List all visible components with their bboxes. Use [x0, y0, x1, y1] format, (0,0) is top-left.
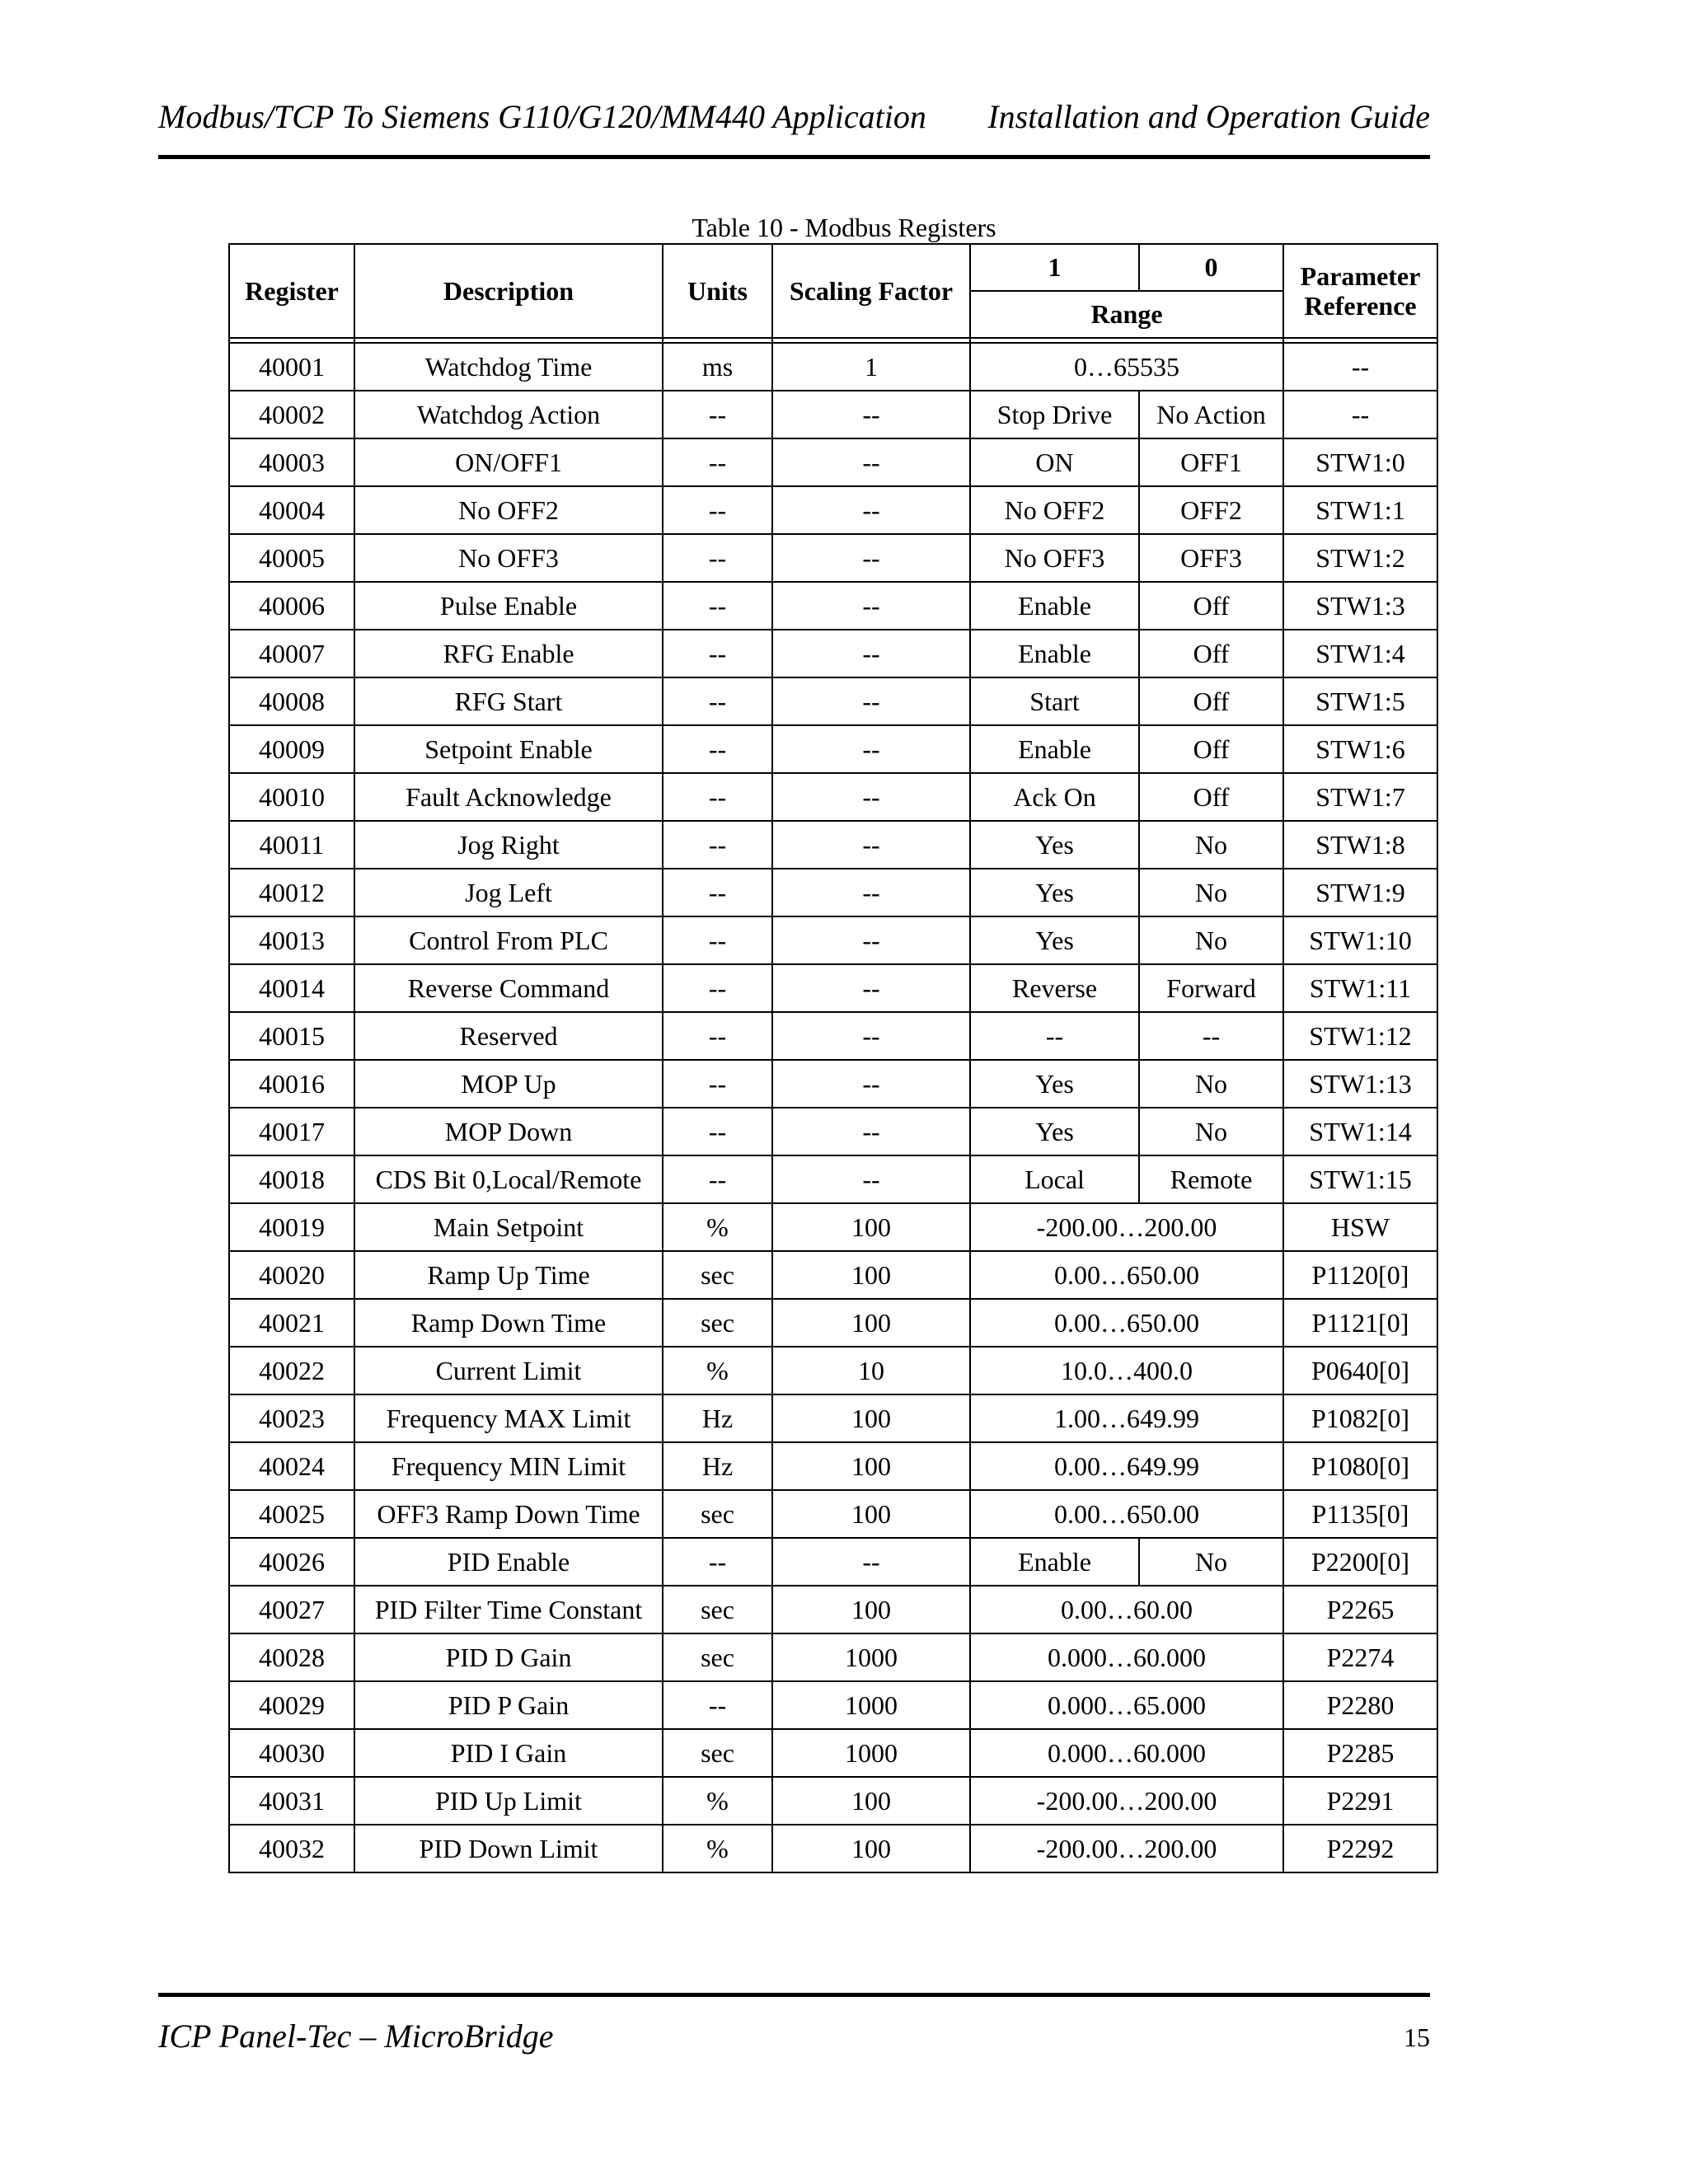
cell-scaling-factor: --: [772, 916, 970, 964]
cell-description: Watchdog Time: [354, 343, 663, 391]
header-register: Register: [229, 244, 354, 338]
table-row: [229, 1347, 1437, 1394]
header-value-0: 0: [1139, 244, 1283, 291]
cell-scaling-factor: --: [772, 438, 970, 486]
table-row: [229, 1777, 1437, 1825]
table-row: [229, 1490, 1437, 1538]
cell-units: %: [663, 1347, 772, 1394]
cell-scaling-factor: --: [772, 773, 970, 821]
cell-description: Main Setpoint: [354, 1203, 663, 1251]
cell-value-0: Remote: [1139, 1155, 1283, 1203]
table-row: [229, 534, 1437, 582]
cell-description: PID Down Limit: [354, 1825, 663, 1872]
cell-range: 0.00…650.00: [970, 1299, 1283, 1347]
table-row: [229, 1299, 1437, 1347]
cell-register: 40027: [229, 1586, 354, 1633]
cell-value-0: OFF1: [1139, 438, 1283, 486]
cell-scaling-factor: --: [772, 1155, 970, 1203]
cell-scaling-factor: --: [772, 486, 970, 534]
cell-register: 40003: [229, 438, 354, 486]
table-caption: Table 10 - Modbus Registers: [692, 213, 996, 242]
cell-value-0: Off: [1139, 677, 1283, 725]
table-row: [229, 1825, 1437, 1872]
cell-units: ms: [663, 343, 772, 391]
cell-description: Fault Acknowledge: [354, 773, 663, 821]
cell-parameter-reference: STW1:2: [1283, 534, 1437, 582]
header-units: Units: [663, 244, 772, 338]
cell-units: --: [663, 486, 772, 534]
cell-parameter-reference: --: [1283, 343, 1437, 391]
cell-scaling-factor: --: [772, 725, 970, 773]
cell-register: 40022: [229, 1347, 354, 1394]
cell-parameter-reference: P2274: [1283, 1633, 1437, 1681]
cell-units: --: [663, 1538, 772, 1586]
cell-description: Ramp Up Time: [354, 1251, 663, 1299]
cell-parameter-reference: P2292: [1283, 1825, 1437, 1872]
table-row: [229, 1586, 1437, 1633]
table-row: [229, 582, 1437, 630]
table-row: [229, 964, 1437, 1012]
cell-register: 40024: [229, 1442, 354, 1490]
cell-description: MOP Up: [354, 1060, 663, 1108]
cell-parameter-reference: STW1:3: [1283, 582, 1437, 630]
cell-register: 40031: [229, 1777, 354, 1825]
cell-scaling-factor: 100: [772, 1299, 970, 1347]
cell-description: Setpoint Enable: [354, 725, 663, 773]
cell-value-0: No: [1139, 1060, 1283, 1108]
table-row: [229, 1108, 1437, 1155]
cell-register: 40013: [229, 916, 354, 964]
table-row: [229, 630, 1437, 677]
footer-title: ICP Panel-Tec – MicroBridge: [158, 2018, 554, 2055]
cell-parameter-reference: P2280: [1283, 1681, 1437, 1729]
cell-description: Control From PLC: [354, 916, 663, 964]
cell-units: sec: [663, 1633, 772, 1681]
cell-units: --: [663, 821, 772, 869]
cell-register: 40008: [229, 677, 354, 725]
cell-value-0: Off: [1139, 773, 1283, 821]
cell-units: Hz: [663, 1394, 772, 1442]
header-parameter-reference: Parameter Reference: [1283, 244, 1437, 338]
cell-register: 40014: [229, 964, 354, 1012]
cell-units: --: [663, 438, 772, 486]
cell-scaling-factor: 100: [772, 1442, 970, 1490]
cell-units: --: [663, 1155, 772, 1203]
cell-units: sec: [663, 1299, 772, 1347]
cell-parameter-reference: STW1:13: [1283, 1060, 1437, 1108]
cell-units: sec: [663, 1251, 772, 1299]
cell-value-1: Enable: [970, 630, 1139, 677]
cell-value-0: No: [1139, 869, 1283, 916]
cell-description: Ramp Down Time: [354, 1299, 663, 1347]
cell-scaling-factor: --: [772, 821, 970, 869]
cell-scaling-factor: --: [772, 1538, 970, 1586]
cell-scaling-factor: --: [772, 677, 970, 725]
cell-value-1: Enable: [970, 582, 1139, 630]
cell-value-1: Yes: [970, 916, 1139, 964]
table-row: [229, 1633, 1437, 1681]
table-row: [229, 725, 1437, 773]
cell-description: ON/OFF1: [354, 438, 663, 486]
cell-description: No OFF3: [354, 534, 663, 582]
cell-scaling-factor: --: [772, 534, 970, 582]
cell-description: Reverse Command: [354, 964, 663, 1012]
table-row: [229, 869, 1437, 916]
cell-register: 40032: [229, 1825, 354, 1872]
cell-units: sec: [663, 1729, 772, 1777]
cell-units: --: [663, 630, 772, 677]
table-row: [229, 677, 1437, 725]
cell-scaling-factor: --: [772, 1108, 970, 1155]
cell-description: Reserved: [354, 1012, 663, 1060]
table-row: [229, 773, 1437, 821]
cell-range: -200.00…200.00: [970, 1777, 1283, 1825]
cell-range: 0.000…65.000: [970, 1681, 1283, 1729]
cell-description: Pulse Enable: [354, 582, 663, 630]
cell-units: %: [663, 1825, 772, 1872]
cell-register: 40015: [229, 1012, 354, 1060]
table-row: [229, 391, 1437, 438]
cell-units: --: [663, 1108, 772, 1155]
cell-value-1: Local: [970, 1155, 1139, 1203]
cell-description: PID Enable: [354, 1538, 663, 1586]
cell-register: 40012: [229, 869, 354, 916]
cell-value-0: No: [1139, 1108, 1283, 1155]
modbus-register-table: [228, 243, 1438, 1873]
cell-scaling-factor: 1000: [772, 1729, 970, 1777]
cell-parameter-reference: STW1:7: [1283, 773, 1437, 821]
cell-value-0: No Action: [1139, 391, 1283, 438]
cell-units: --: [663, 1681, 772, 1729]
footer-rule: [158, 1993, 1430, 1997]
cell-register: 40019: [229, 1203, 354, 1251]
cell-value-1: Enable: [970, 725, 1139, 773]
cell-register: 40020: [229, 1251, 354, 1299]
cell-value-1: Yes: [970, 1060, 1139, 1108]
cell-scaling-factor: 100: [772, 1251, 970, 1299]
cell-units: --: [663, 1060, 772, 1108]
cell-units: --: [663, 916, 772, 964]
cell-value-1: Yes: [970, 869, 1139, 916]
cell-value-1: Reverse: [970, 964, 1139, 1012]
cell-parameter-reference: P2265: [1283, 1586, 1437, 1633]
cell-value-0: OFF2: [1139, 486, 1283, 534]
header-value-1: 1: [970, 244, 1139, 291]
cell-description: PID Filter Time Constant: [354, 1586, 663, 1633]
cell-register: 40021: [229, 1299, 354, 1347]
table-row: [229, 1394, 1437, 1442]
table-row: [229, 1538, 1437, 1586]
cell-parameter-reference: STW1:0: [1283, 438, 1437, 486]
cell-parameter-reference: P1121[0]: [1283, 1299, 1437, 1347]
cell-register: 40017: [229, 1108, 354, 1155]
cell-description: RFG Enable: [354, 630, 663, 677]
cell-register: 40025: [229, 1490, 354, 1538]
cell-units: --: [663, 725, 772, 773]
cell-register: 40006: [229, 582, 354, 630]
table-row: [229, 1155, 1437, 1203]
table-row: [229, 1729, 1437, 1777]
cell-scaling-factor: 100: [772, 1777, 970, 1825]
page-number: 15: [1404, 2022, 1430, 2052]
cell-value-0: Off: [1139, 725, 1283, 773]
cell-value-0: --: [1139, 1012, 1283, 1060]
cell-register: 40005: [229, 534, 354, 582]
header-range: Range: [970, 291, 1283, 338]
table-body: [229, 343, 1437, 1872]
cell-scaling-factor: 100: [772, 1825, 970, 1872]
cell-value-0: No: [1139, 1538, 1283, 1586]
cell-description: OFF3 Ramp Down Time: [354, 1490, 663, 1538]
cell-parameter-reference: --: [1283, 391, 1437, 438]
cell-description: RFG Start: [354, 677, 663, 725]
table-row: [229, 1060, 1437, 1108]
header-subtitle: Installation and Operation Guide: [987, 98, 1430, 135]
cell-description: Current Limit: [354, 1347, 663, 1394]
cell-register: 40028: [229, 1633, 354, 1681]
cell-description: Frequency MAX Limit: [354, 1394, 663, 1442]
cell-scaling-factor: --: [772, 391, 970, 438]
cell-parameter-reference: STW1:11: [1283, 964, 1437, 1012]
cell-scaling-factor: --: [772, 1060, 970, 1108]
cell-register: 40004: [229, 486, 354, 534]
cell-units: --: [663, 534, 772, 582]
header-title: Modbus/TCP To Siemens G110/G120/MM440 Application: [158, 98, 926, 135]
table-row: [229, 438, 1437, 486]
cell-units: --: [663, 964, 772, 1012]
header-rule: [158, 155, 1430, 159]
cell-parameter-reference: P1120[0]: [1283, 1251, 1437, 1299]
cell-range: 1.00…649.99: [970, 1394, 1283, 1442]
cell-scaling-factor: 1: [772, 343, 970, 391]
cell-parameter-reference: STW1:6: [1283, 725, 1437, 773]
cell-value-1: Stop Drive: [970, 391, 1139, 438]
cell-register: 40029: [229, 1681, 354, 1729]
header-scaling-factor: Scaling Factor: [772, 244, 970, 338]
cell-value-0: Off: [1139, 582, 1283, 630]
cell-description: No OFF2: [354, 486, 663, 534]
cell-register: 40007: [229, 630, 354, 677]
table-row: [229, 916, 1437, 964]
table-row: [229, 343, 1437, 391]
cell-range: 0.000…60.000: [970, 1729, 1283, 1777]
cell-scaling-factor: --: [772, 1012, 970, 1060]
cell-units: sec: [663, 1490, 772, 1538]
cell-description: PID D Gain: [354, 1633, 663, 1681]
cell-value-1: No OFF3: [970, 534, 1139, 582]
cell-range: 0.00…60.00: [970, 1586, 1283, 1633]
cell-value-1: No OFF2: [970, 486, 1139, 534]
cell-parameter-reference: HSW: [1283, 1203, 1437, 1251]
cell-description: Watchdog Action: [354, 391, 663, 438]
cell-parameter-reference: STW1:10: [1283, 916, 1437, 964]
cell-parameter-reference: P2291: [1283, 1777, 1437, 1825]
cell-parameter-reference: P2285: [1283, 1729, 1437, 1777]
header-description: Description: [354, 244, 663, 338]
table-row: [229, 821, 1437, 869]
cell-value-1: ON: [970, 438, 1139, 486]
cell-parameter-reference: P0640[0]: [1283, 1347, 1437, 1394]
cell-value-1: --: [970, 1012, 1139, 1060]
table-row: [229, 1442, 1437, 1490]
cell-register: 40002: [229, 391, 354, 438]
cell-description: CDS Bit 0,Local/Remote: [354, 1155, 663, 1203]
cell-scaling-factor: 100: [772, 1203, 970, 1251]
cell-units: Hz: [663, 1442, 772, 1490]
cell-scaling-factor: 1000: [772, 1633, 970, 1681]
cell-value-0: OFF3: [1139, 534, 1283, 582]
cell-scaling-factor: --: [772, 869, 970, 916]
cell-range: 10.0…400.0: [970, 1347, 1283, 1394]
cell-units: sec: [663, 1586, 772, 1633]
cell-value-0: Off: [1139, 630, 1283, 677]
cell-parameter-reference: P1080[0]: [1283, 1442, 1437, 1490]
cell-description: Jog Left: [354, 869, 663, 916]
cell-units: --: [663, 1012, 772, 1060]
cell-register: 40026: [229, 1538, 354, 1586]
cell-parameter-reference: P1082[0]: [1283, 1394, 1437, 1442]
cell-description: Frequency MIN Limit: [354, 1442, 663, 1490]
cell-range: -200.00…200.00: [970, 1203, 1283, 1251]
cell-parameter-reference: P1135[0]: [1283, 1490, 1437, 1538]
table-row: [229, 1012, 1437, 1060]
cell-parameter-reference: STW1:1: [1283, 486, 1437, 534]
cell-parameter-reference: STW1:4: [1283, 630, 1437, 677]
cell-parameter-reference: STW1:12: [1283, 1012, 1437, 1060]
cell-units: --: [663, 391, 772, 438]
cell-range: -200.00…200.00: [970, 1825, 1283, 1872]
cell-scaling-factor: 1000: [772, 1681, 970, 1729]
cell-description: PID P Gain: [354, 1681, 663, 1729]
cell-units: --: [663, 677, 772, 725]
cell-scaling-factor: --: [772, 630, 970, 677]
cell-register: 40023: [229, 1394, 354, 1442]
cell-value-1: Start: [970, 677, 1139, 725]
cell-value-0: Forward: [1139, 964, 1283, 1012]
cell-description: PID I Gain: [354, 1729, 663, 1777]
cell-parameter-reference: P2200[0]: [1283, 1538, 1437, 1586]
cell-register: 40001: [229, 343, 354, 391]
cell-parameter-reference: STW1:5: [1283, 677, 1437, 725]
cell-value-0: No: [1139, 916, 1283, 964]
table-row: [229, 1203, 1437, 1251]
cell-scaling-factor: 100: [772, 1394, 970, 1442]
table-row: [229, 1681, 1437, 1729]
cell-value-0: No: [1139, 821, 1283, 869]
cell-range: 0.00…649.99: [970, 1442, 1283, 1490]
cell-units: --: [663, 582, 772, 630]
cell-register: 40016: [229, 1060, 354, 1108]
cell-scaling-factor: 10: [772, 1347, 970, 1394]
cell-range: 0.00…650.00: [970, 1490, 1283, 1538]
cell-scaling-factor: --: [772, 964, 970, 1012]
cell-value-1: Ack On: [970, 773, 1139, 821]
cell-scaling-factor: --: [772, 582, 970, 630]
cell-parameter-reference: STW1:14: [1283, 1108, 1437, 1155]
cell-scaling-factor: 100: [772, 1490, 970, 1538]
cell-parameter-reference: STW1:15: [1283, 1155, 1437, 1203]
cell-description: Jog Right: [354, 821, 663, 869]
cell-range: 0…65535: [970, 343, 1283, 391]
cell-register: 40010: [229, 773, 354, 821]
cell-range: 0.000…60.000: [970, 1633, 1283, 1681]
cell-description: PID Up Limit: [354, 1777, 663, 1825]
cell-units: --: [663, 773, 772, 821]
cell-parameter-reference: STW1:8: [1283, 821, 1437, 869]
cell-description: MOP Down: [354, 1108, 663, 1155]
table-row: [229, 486, 1437, 534]
cell-units: %: [663, 1777, 772, 1825]
table-row: [229, 1251, 1437, 1299]
cell-register: 40009: [229, 725, 354, 773]
cell-value-1: Enable: [970, 1538, 1139, 1586]
cell-units: --: [663, 869, 772, 916]
cell-register: 40018: [229, 1155, 354, 1203]
cell-units: %: [663, 1203, 772, 1251]
cell-value-1: Yes: [970, 821, 1139, 869]
cell-register: 40030: [229, 1729, 354, 1777]
cell-range: 0.00…650.00: [970, 1251, 1283, 1299]
cell-parameter-reference: STW1:9: [1283, 869, 1437, 916]
cell-register: 40011: [229, 821, 354, 869]
cell-value-1: Yes: [970, 1108, 1139, 1155]
cell-scaling-factor: 100: [772, 1586, 970, 1633]
